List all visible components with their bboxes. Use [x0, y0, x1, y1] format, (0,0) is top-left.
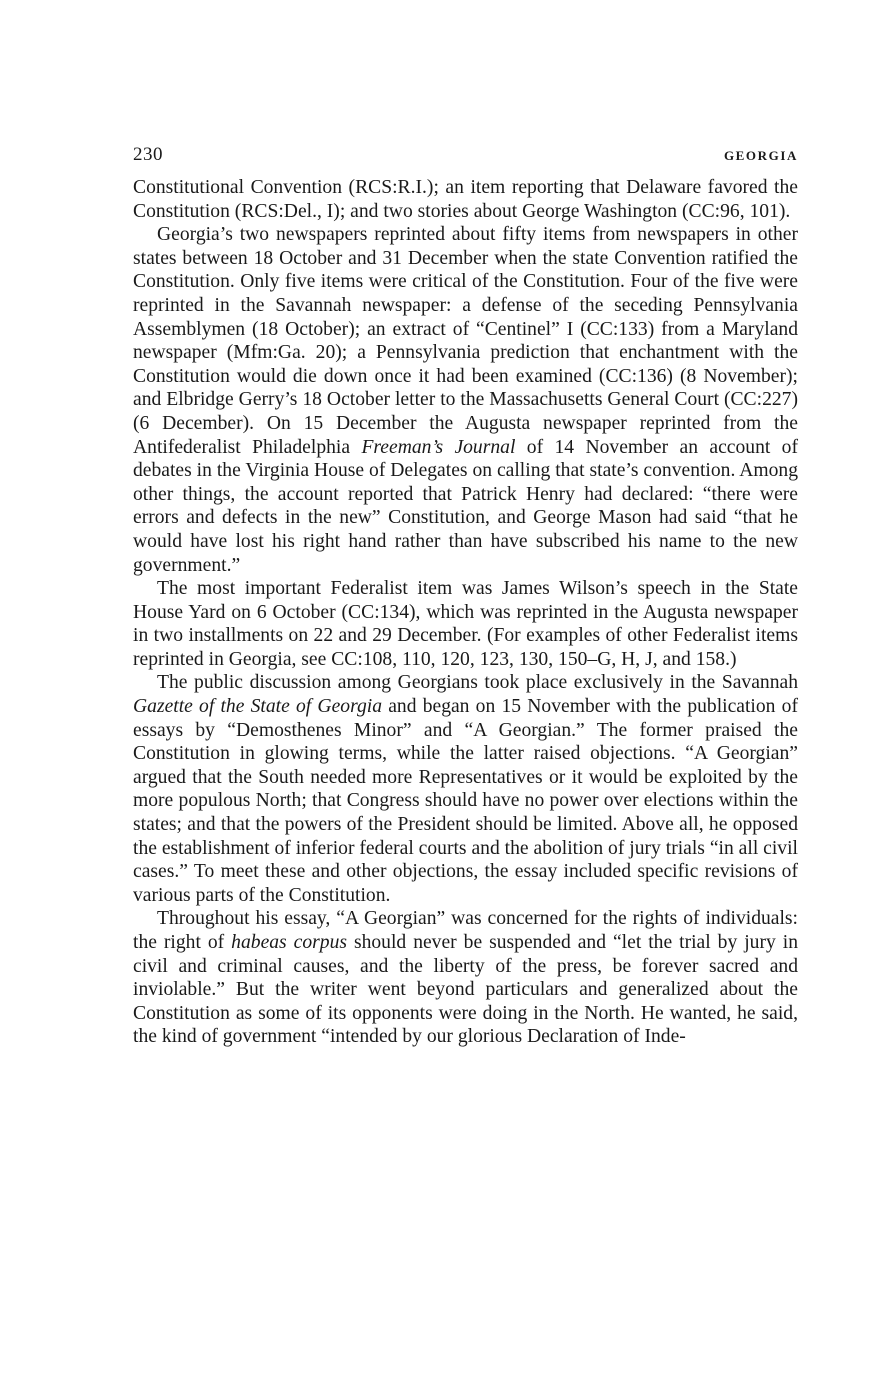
paragraph-text: The public discussion among Georgians took place exclusively in the Savannah — [157, 672, 798, 694]
paragraph-text: should never be suspended and “let the trial by jury in civil and criminal causes, and the liberty of the press, be forever sacred and inviolable.” But the writer went beyond particulars and generalized about the Constitution as some of its opponents were doing in the North. He wanted, he said, the kind of government “intended by our glorious Declaration of Inde- — [133, 932, 798, 1048]
paragraph-text: Constitutional Convention (RCS:R.I.); an item reporting that Delaware favored the Constitution (RCS:Del., I); and two stories about George Washington (CC:96, 101). — [133, 177, 798, 222]
running-head — [133, 140, 798, 170]
section-title: GEORGIA — [723, 148, 798, 163]
paragraph — [133, 577, 798, 671]
paragraph — [133, 223, 798, 577]
paragraph-text: of 14 November an account of debates in the Virginia House of Delegates on calling that state’s convention. Among other things, the account reported that Patrick Henry had declared: “there were errors and defects in the new” Constitution, and George Mason had said “that he would have lost his right hand rather than have subscribed his name to the new government.” — [133, 436, 799, 576]
page-number: 230 — [133, 144, 163, 165]
paragraph — [133, 176, 798, 223]
body-text — [133, 176, 798, 1049]
italic-title-text: habeas corpus — [231, 932, 347, 953]
document-page — [133, 140, 798, 1049]
italic-title-text: Freeman’s Journal — [361, 436, 516, 458]
paragraph-text: Throughout his essay, “A Georgian” was concerned for the rights of individuals: the right of — [133, 908, 798, 953]
paragraph-text: The most important Federalist item was James Wilson’s speech in the State House Yard on 6 October (CC:134), which was reprinted in the Augusta newspaper in two installments on 22 and 29 December. (For examples of other Federalist items reprinted in Georgia, see CC:108, 110, 120, 123, 130, 150–G, H, J, and 158.) — [133, 578, 798, 670]
paragraph — [133, 907, 798, 1049]
paragraph — [133, 671, 798, 907]
paragraph-text: Georgia’s two newspapers reprinted about fifty items from newspapers in other states between 18 October and 31 December when the state Convention ratified the Constitution. Only five items were critical of the Constitution. Four of the five were reprinted in the Savannah newspaper: a defense of the seceding Pennsylvania Assemblymen (18 October); an extract of “Centinel” I (CC:133) from a Maryland newspaper (Mfm:Ga. 20); a Pennsylvania prediction that enchantment with the Constitution would die down once it had been examined (CC:136) (8 November); and Elbridge Gerry’s 18 October letter to the Massachusetts General Court (CC:227) (6 December). On 15 December the Augusta newspaper reprinted from the Antifederalist Philadelphia — [133, 224, 798, 458]
italic-title-text: Gazette of the State of Georgia — [133, 696, 383, 718]
paragraph-text: and began on 15 November with the publication of essays by “Demosthenes Minor” and “A Georgian.” The former praised the Constitution in glowing terms, while the latter raised objections. “A Georgian” argued that the South needed more Representatives or it would be exploited by the more populous North; that Congress should have no power over elections within the states; and that the powers of the President should be limited. Above all, he opposed the establishment of inferior federal courts and the abolition of jury trials “in all civil cases.” To meet these and other objections, the essay included specific revisions of various parts of the Constitution. — [133, 696, 798, 906]
